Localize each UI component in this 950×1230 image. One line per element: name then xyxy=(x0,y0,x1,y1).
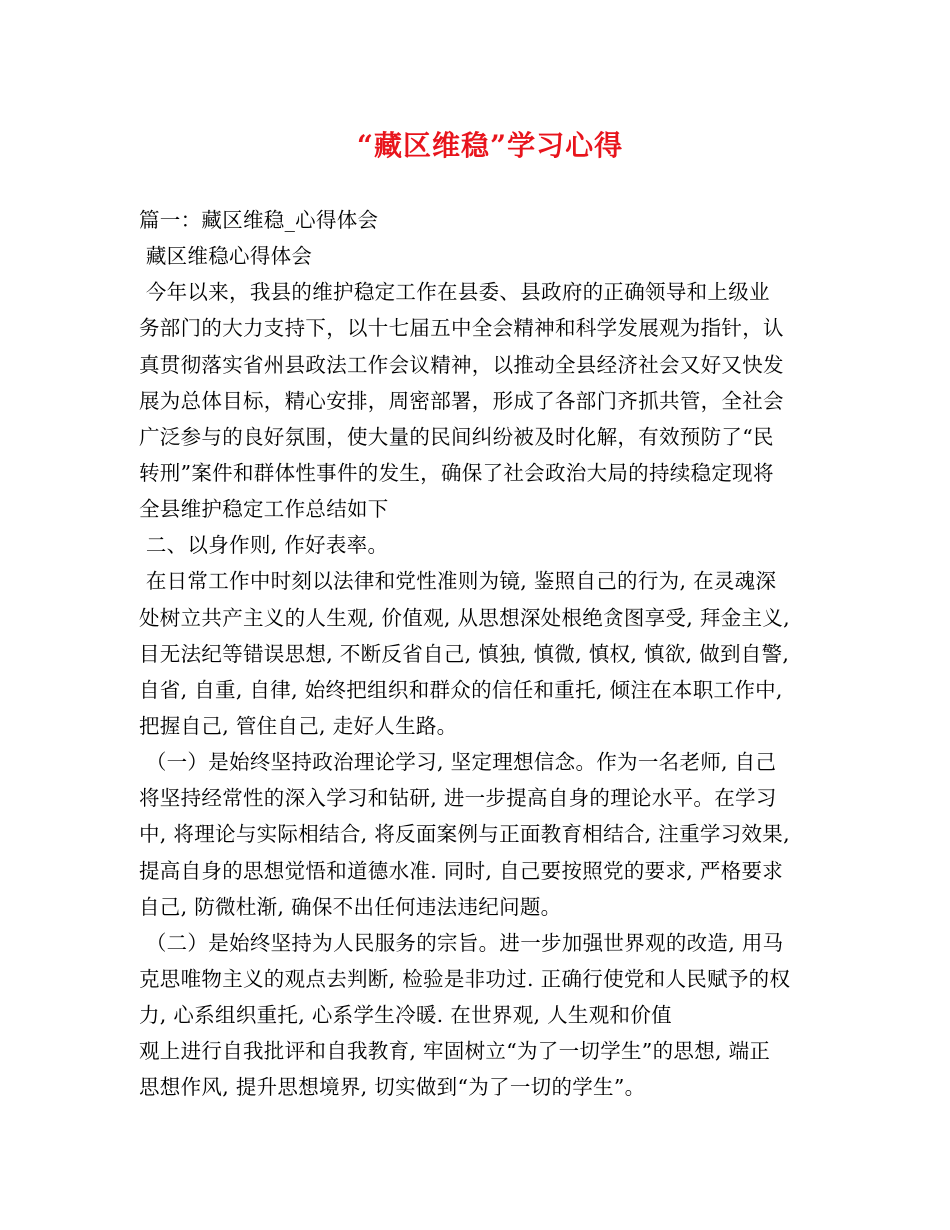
text-line: 务部门的大力支持下，以十七届五中全会精神和科学发展观为指针，认 xyxy=(139,316,784,340)
text-line: 将坚持经常性的深入学习和钻研, 进一步提高自身的理论水平。在学习 xyxy=(139,786,777,810)
text-line: 藏区维稳心得体会 xyxy=(139,244,313,268)
text-line: （一）是始终坚持政治理论学习, 坚定理想信念。作为一名老师, 自己 xyxy=(139,750,777,774)
text-line: 克思唯物主义的观点去判断, 检验是非功过. 正确行使党和人民赋予的权 xyxy=(139,967,791,991)
text-line: 中, 将理论与实际相结合, 将反面案例与正面教育相结合, 注重学习效果, xyxy=(139,822,790,846)
text-line: 二、以身作则, 作好表率。 xyxy=(139,533,389,557)
text-line: 篇一：藏区维稳_心得体会 xyxy=(139,208,379,232)
text-line: 自省, 自重, 自律, 始终把组织和群众的信任和重托, 倾注在本职工作中, xyxy=(139,678,783,702)
text-line: 目无法纪等错误思想, 不断反省自己, 慎独, 慎微, 慎权, 慎欲, 做到自警, xyxy=(139,642,790,666)
text-line: 今年以来，我县的维护稳定工作在县委、县政府的正确领导和上级业 xyxy=(139,280,770,304)
text-line: 把握自己, 管住自己, 走好人生路。 xyxy=(139,714,458,738)
text-line: 自己, 防微杜渐, 确保不出任何违法违纪问题。 xyxy=(139,895,562,919)
text-line: 展为总体目标，精心安排，周密部署，形成了各部门齐抓共管，全社会 xyxy=(139,389,784,413)
text-line: 在日常工作中时刻以法律和党性准则为镜, 鉴照自己的行为, 在灵魂深 xyxy=(139,569,777,593)
document-title: “藏区维稳”学习心得 xyxy=(356,129,624,162)
text-line: 思想作风, 提升思想境界, 切实做到“为了一切的学生”。 xyxy=(139,1075,646,1099)
text-line: 提高自身的思想觉悟和道德水准. 同时, 自己要按照党的要求, 严格要求 xyxy=(139,859,784,883)
text-line: 力, 心系组织重托, 心系学生冷暖. 在世界观, 人生观和价值 xyxy=(139,1003,672,1027)
text-line: 观上进行自我批评和自我教育, 牢固树立“为了一切学生”的思想, 端正 xyxy=(139,1039,771,1063)
text-line: 广泛参与的良好氛围，使大量的民间纠纷被及时化解，有效预防了“民 xyxy=(139,425,774,449)
text-line: 转刑”案件和群体性事件的发生，确保了社会政治大局的持续稳定现将 xyxy=(139,461,774,485)
text-line: 全县维护稳定工作总结如下 xyxy=(139,497,389,521)
text-line: 处树立共产主义的人生观, 价值观, 从思想深处根绝贪图享受, 拜金主义, xyxy=(139,606,790,630)
text-line: （二）是始终坚持为人民服务的宗旨。进一步加强世界观的改造, 用马 xyxy=(139,931,784,955)
text-line: 真贯彻落实省州县政法工作会议精神，以推动全县经济社会又好又快发 xyxy=(139,353,784,377)
